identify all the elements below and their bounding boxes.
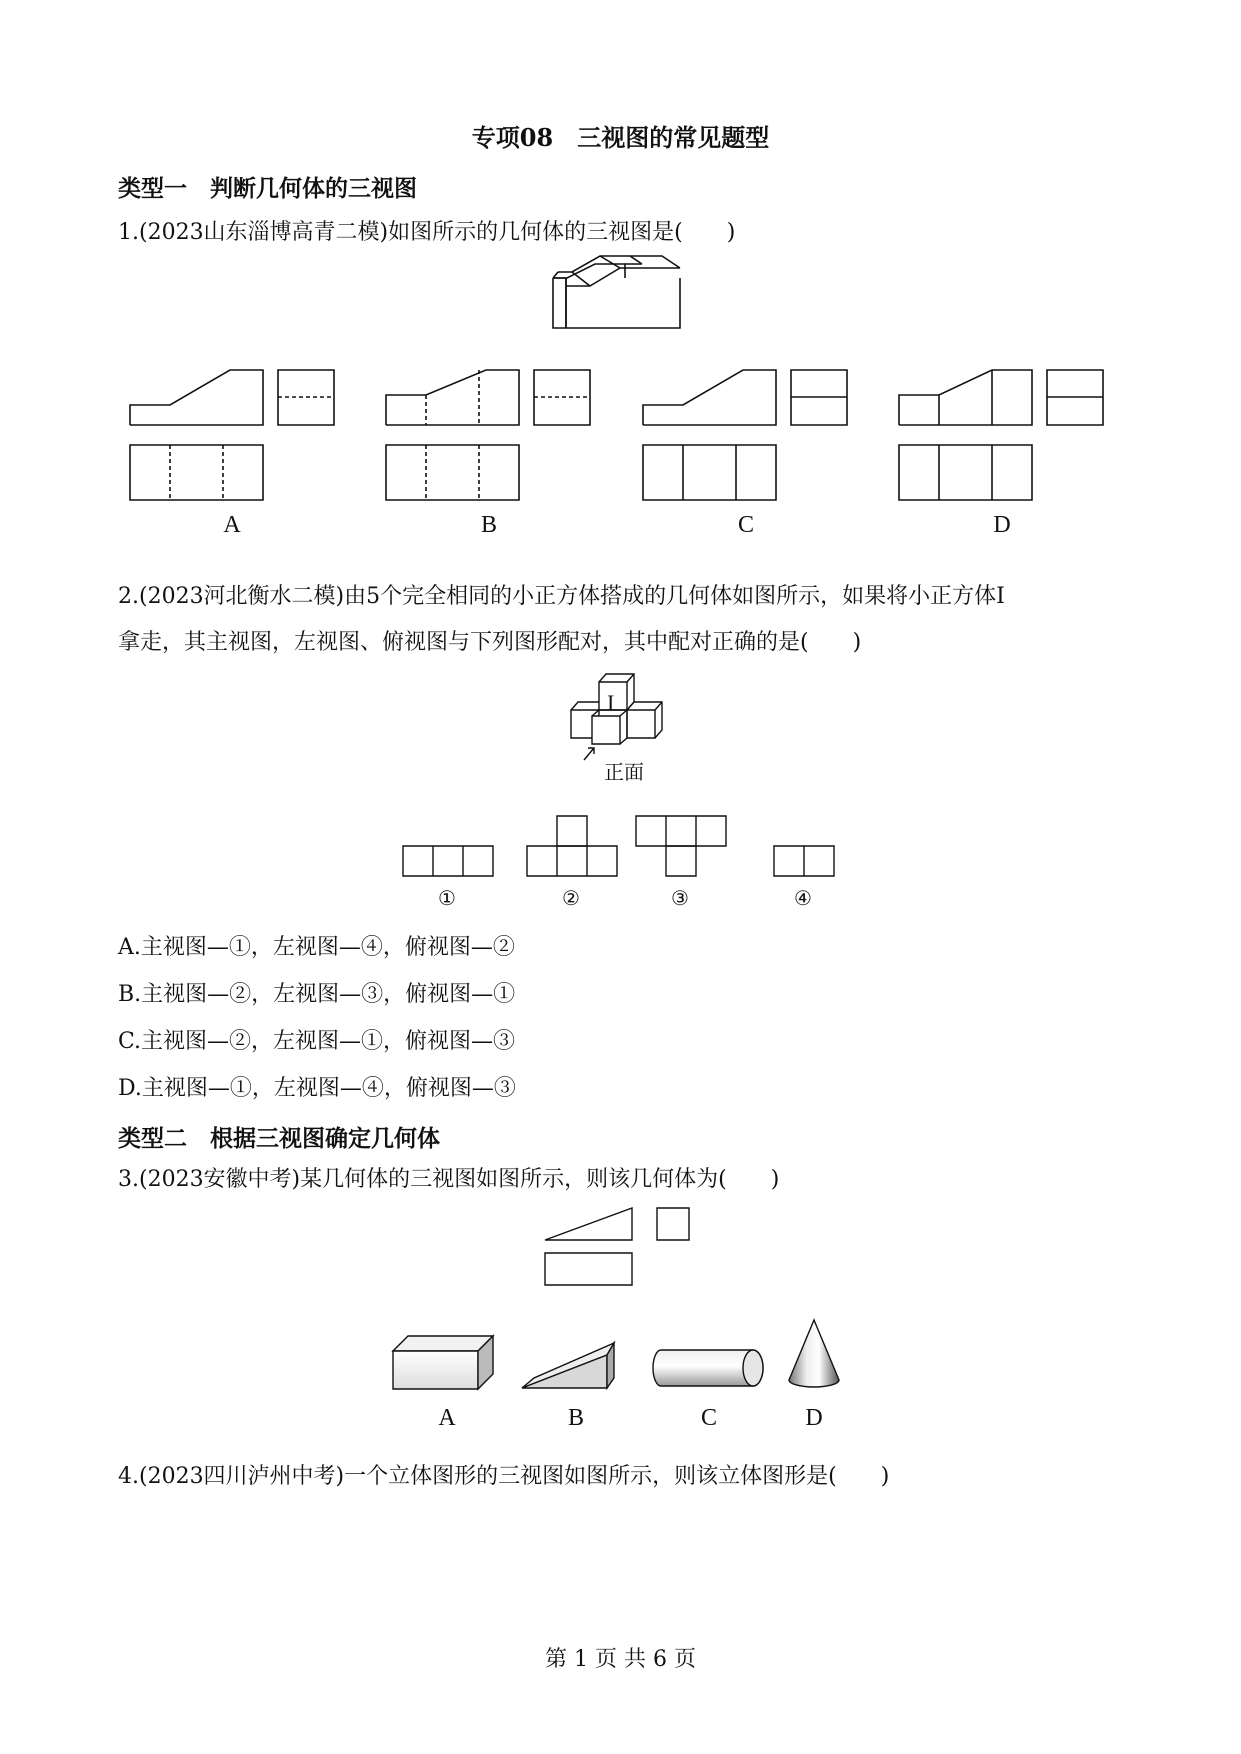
question-2-text-line-2: 拿走，其主视图，左视图、俯视图与下列图形配对，其中配对正确的是( )	[118, 630, 862, 655]
question-3-option-c-label: C	[700, 1405, 717, 1431]
question-2-cube-figure	[566, 672, 676, 760]
question-3-option-d-label: D	[805, 1405, 823, 1431]
question-3-three-views	[545, 1208, 695, 1288]
question-1-solid-figure	[550, 256, 690, 336]
question-2-choice-c: C.主视图—②，左视图—①，俯视图—③	[118, 1029, 516, 1054]
section-heading-type-2: 类型二 根据三视图确定几何体	[118, 1125, 440, 1152]
question-1-option-b-label: B	[480, 512, 497, 538]
page-footer: 第 1 页 共 6 页	[545, 1647, 696, 1672]
q2-figure-2-label: ②	[562, 886, 580, 910]
section-heading-type-1: 类型一 判断几何体的三视图	[118, 175, 417, 202]
q2-figure-3-label: ③	[671, 886, 689, 910]
q2-figure-1-label: ①	[438, 886, 456, 910]
question-3-option-a-label: A	[438, 1405, 456, 1431]
page-title: 专项08 三视图的常见题型	[471, 123, 770, 152]
question-2-text-line-1: 2.(2023河北衡水二模)由5个完全相同的小正方体搭成的几何体如图所示，如果将小正方体I	[118, 584, 1005, 609]
question-1-option-c-views	[643, 370, 853, 500]
question-2-choice-a: A.主视图—①，左视图—④，俯视图—②	[118, 935, 515, 960]
question-2-choice-b: B.主视图—②，左视图—③，俯视图—①	[118, 982, 516, 1007]
question-3-option-b-wedge	[522, 1343, 632, 1393]
q2-figure-3	[636, 816, 726, 876]
question-3-text: 3.(2023安徽中考)某几何体的三视图如图所示，则该几何体为( )	[118, 1167, 780, 1192]
question-3-option-b-label: B	[567, 1405, 584, 1431]
question-1-option-c-label: C	[737, 512, 754, 538]
cube-i-label: I	[607, 690, 615, 715]
q2-figure-1	[403, 846, 493, 876]
question-1-option-a-label: A	[223, 512, 241, 538]
question-1-option-d-views	[899, 370, 1109, 500]
question-1-option-d-label: D	[993, 512, 1011, 538]
q2-figure-4	[774, 846, 834, 876]
question-1-option-b-views	[386, 370, 596, 500]
question-3-option-d-cone	[787, 1318, 842, 1390]
front-direction-label: 正面	[604, 760, 644, 784]
question-3-option-c-cylinder	[653, 1348, 768, 1388]
q2-figure-2	[527, 816, 617, 876]
question-1-option-a-views	[130, 370, 340, 500]
question-4-text: 4.(2023四川泸州中考)一个立体图形的三视图如图所示，则该立体图形是( )	[118, 1464, 890, 1489]
question-1-text: 1.(2023山东淄博高青二模)如图所示的几何体的三视图是( )	[118, 220, 736, 245]
question-2-choice-d: D.主视图—①，左视图—④，俯视图—③	[118, 1076, 516, 1101]
question-3-option-a-cuboid	[393, 1336, 498, 1391]
q2-figure-4-label: ④	[794, 886, 812, 910]
